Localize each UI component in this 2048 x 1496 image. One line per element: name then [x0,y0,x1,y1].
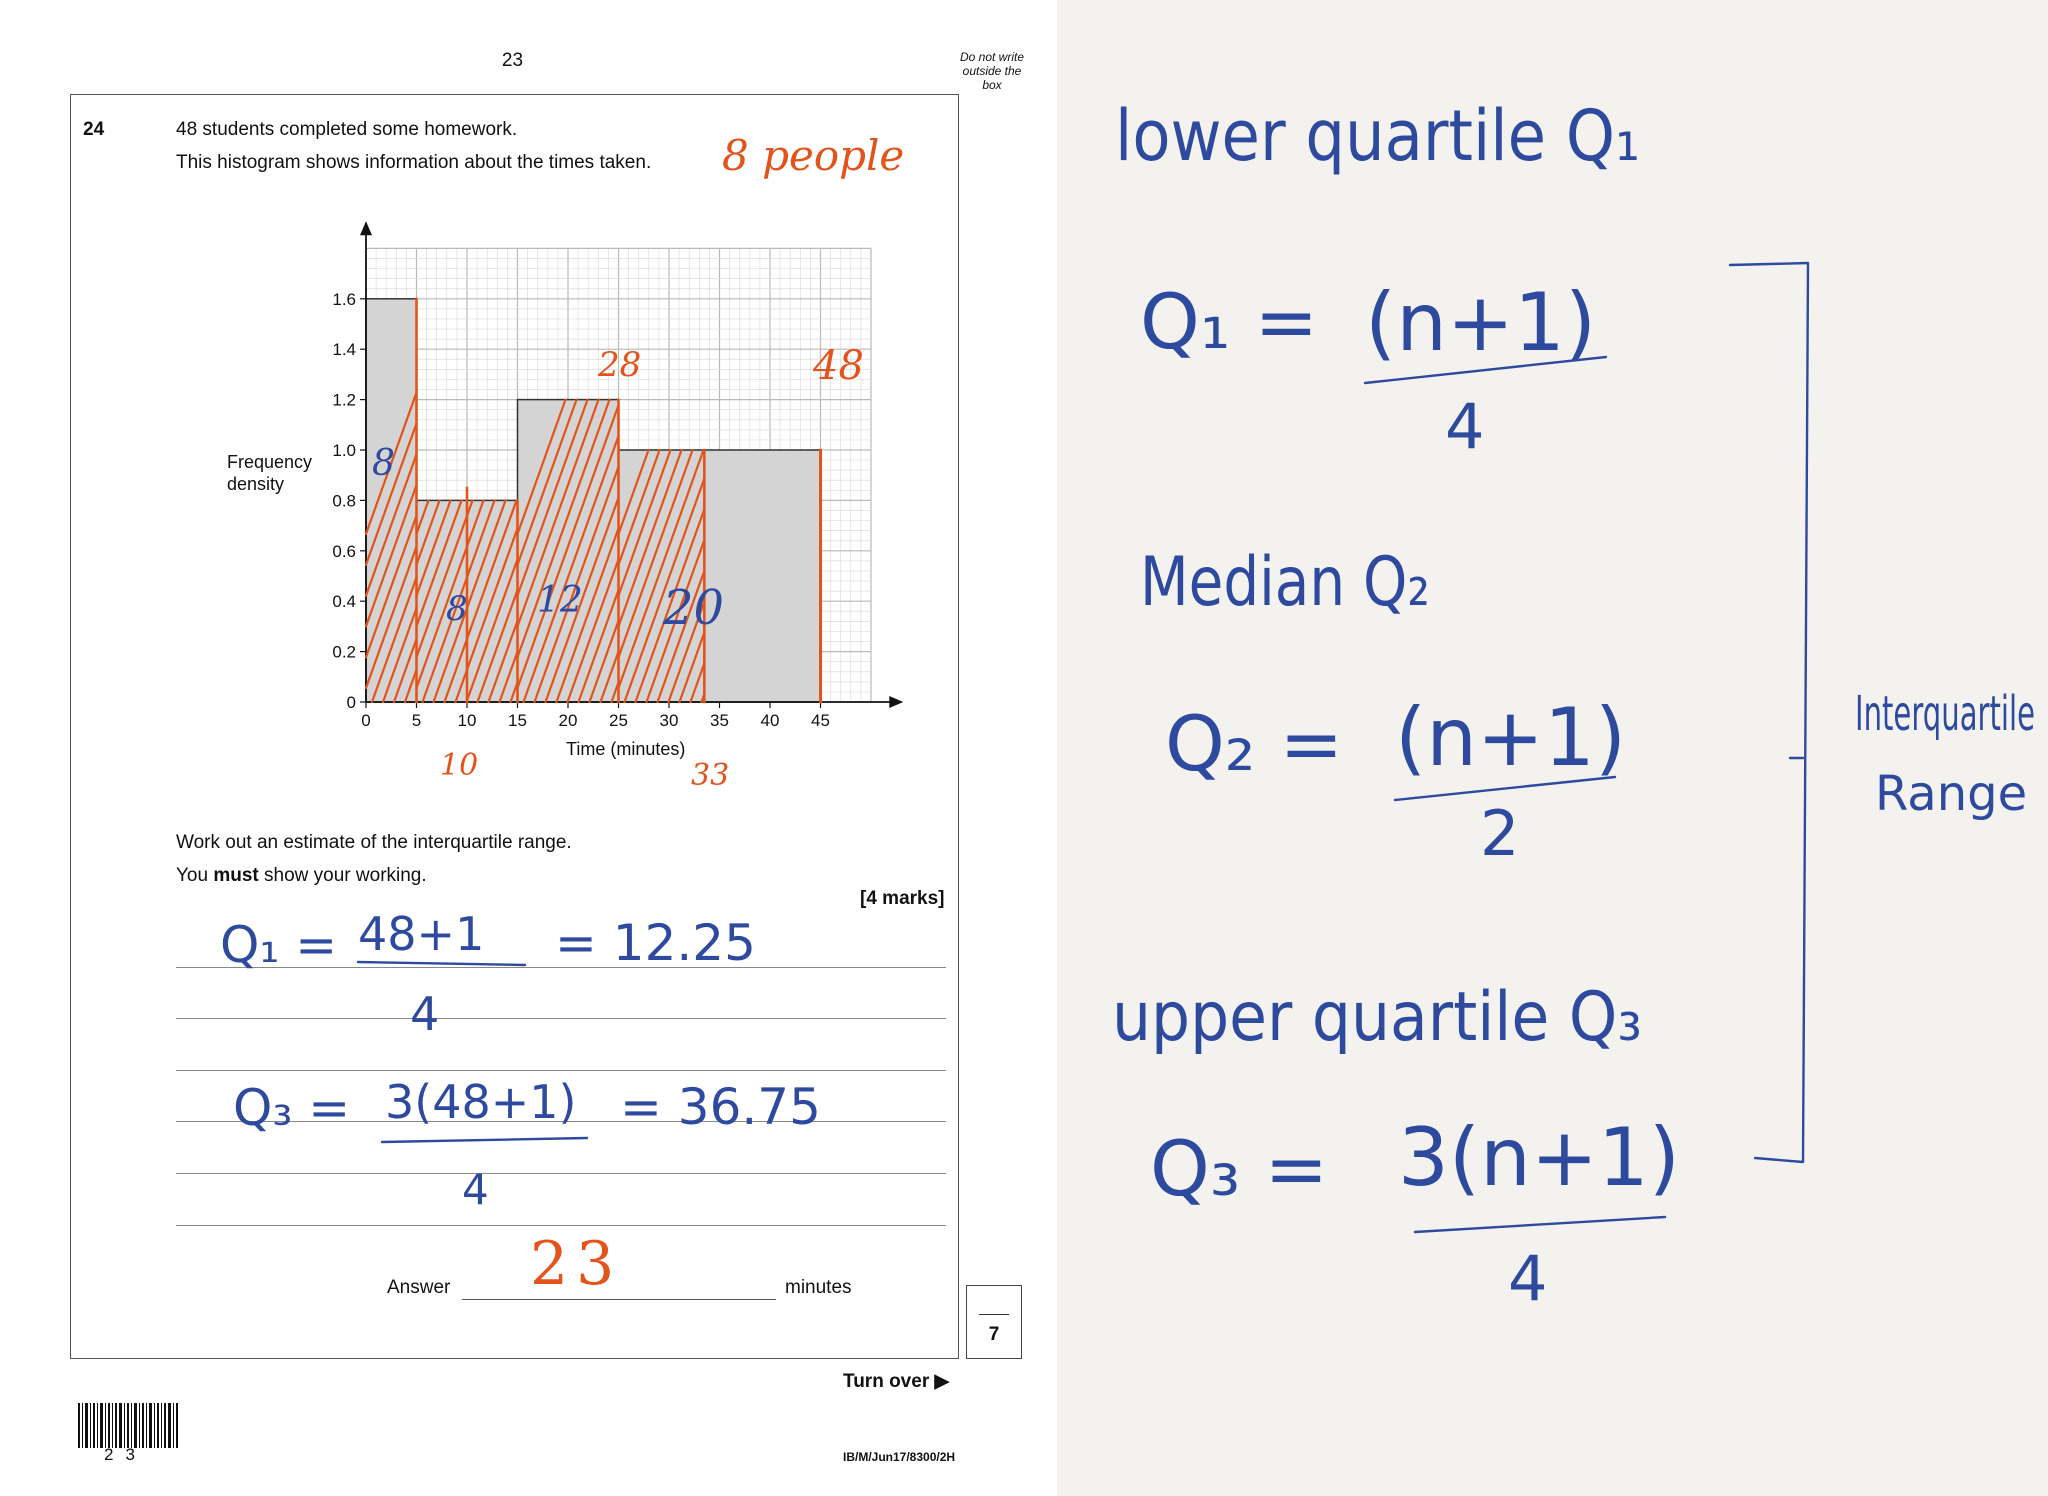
task-text-1: Work out an estimate of the interquartile range. [176,832,572,853]
turn-over-label: Turn over ▶ [843,1371,950,1392]
notes-q1-lhs: Q₁ = [1140,277,1319,366]
do-not-write-notice: Do not write outside the box [959,50,1025,92]
notes-bracket-label-1: Interquartile [1855,686,2035,742]
notes-lower-quartile: lower quartile Q₁ [1115,95,1640,177]
x-axis-label: Time (minutes) [566,739,686,759]
bar-label-2: 8 [446,589,468,629]
x-tick-label: 30 [659,711,679,730]
notes-q3-numerator: 3(n+1) [1398,1111,1680,1204]
mark-total: 7 [988,1324,1000,1345]
x-tick-label: 25 [609,711,628,730]
question-number: 24 [83,119,105,140]
orange-answer: 23 [530,1229,623,1299]
working-q3-lhs: Q₃ = [233,1079,351,1137]
x-tick-label: 20 [558,711,578,730]
bar-label-4: 20 [663,580,725,636]
orange-note-people: 8 people [722,131,905,180]
y-tick-label: 1.4 [332,340,356,360]
x-tick-label: 45 [811,711,830,730]
notes-q2-denominator: 2 [1480,797,1520,870]
notes-bracket-label-2: Range [1875,766,2028,822]
orange-note-48: 48 [813,343,864,389]
y-axis-label-line2: density [227,474,285,494]
notes-q1-denominator: 4 [1445,390,1485,463]
notes-upper-quartile: upper quartile Q₃ [1112,978,1642,1057]
y-tick-label: 0.6 [332,541,356,561]
working-q1-numerator: 48+1 [358,907,485,961]
x-tick-label: 40 [760,711,780,730]
y-tick-label: 0.4 [332,592,356,612]
y-tick-label: 0.8 [332,491,356,511]
orange-note-28: 28 [598,345,642,385]
answer-unit: minutes [785,1277,852,1298]
notes-q2-numerator: (n+1) [1395,691,1627,784]
orange-note-33: 33 [691,758,730,793]
marks-label: [4 marks] [860,888,945,909]
working-q1-lhs: Q₁ = [220,916,338,974]
y-tick-label: 0.2 [332,642,356,662]
notes-q3-lhs: Q₃ = [1150,1124,1329,1213]
bracket-icon [1730,263,1808,1162]
histogram-bar-1 [366,299,417,702]
orange-note-10: 10 [440,748,479,783]
y-tick-label: 1.0 [332,441,356,460]
y-tick-label: 1.2 [332,390,356,410]
working-q3-numerator: 3(48+1) [385,1075,577,1129]
x-tick-label: 10 [457,711,477,730]
notes-q3-denominator: 4 [1508,1242,1548,1315]
y-tick-label: 1.6 [332,289,356,309]
barcode-digits: 23 [104,1445,147,1464]
x-tick-label: 0 [361,711,371,730]
y-tick-label: 0 [346,693,356,712]
page-number: 23 [501,50,524,71]
bar-label-1: 8 [372,443,395,484]
working-q1-result: = 12.25 [555,914,756,972]
x-tick-label: 35 [710,711,729,730]
notes-median: Median Q₂ [1140,543,1430,622]
y-axis-label-line1: Frequency [227,452,313,472]
working-q3-result: = 36.75 [620,1078,821,1136]
question-text-2: This histogram shows information about the times taken. [176,152,652,173]
working-q3-denominator: 4 [462,1165,489,1214]
x-axis-arrow-icon [889,696,903,708]
x-tick-label: 15 [508,711,527,730]
question-text-1: 48 students completed some homework. [176,119,518,140]
bar-label-3: 12 [537,580,583,621]
working-q1-denominator: 4 [410,987,440,1041]
answer-label: Answer [387,1277,451,1298]
y-axis-arrow-icon [360,221,372,235]
task-text-2: You must show your working. [176,865,427,886]
paper-reference: IB/M/Jun17/8300/2H [843,1450,956,1464]
x-tick-label: 5 [411,711,422,730]
notes-q2-lhs: Q₂ = [1165,699,1344,788]
notes-q1-numerator: (n+1) [1365,276,1597,369]
